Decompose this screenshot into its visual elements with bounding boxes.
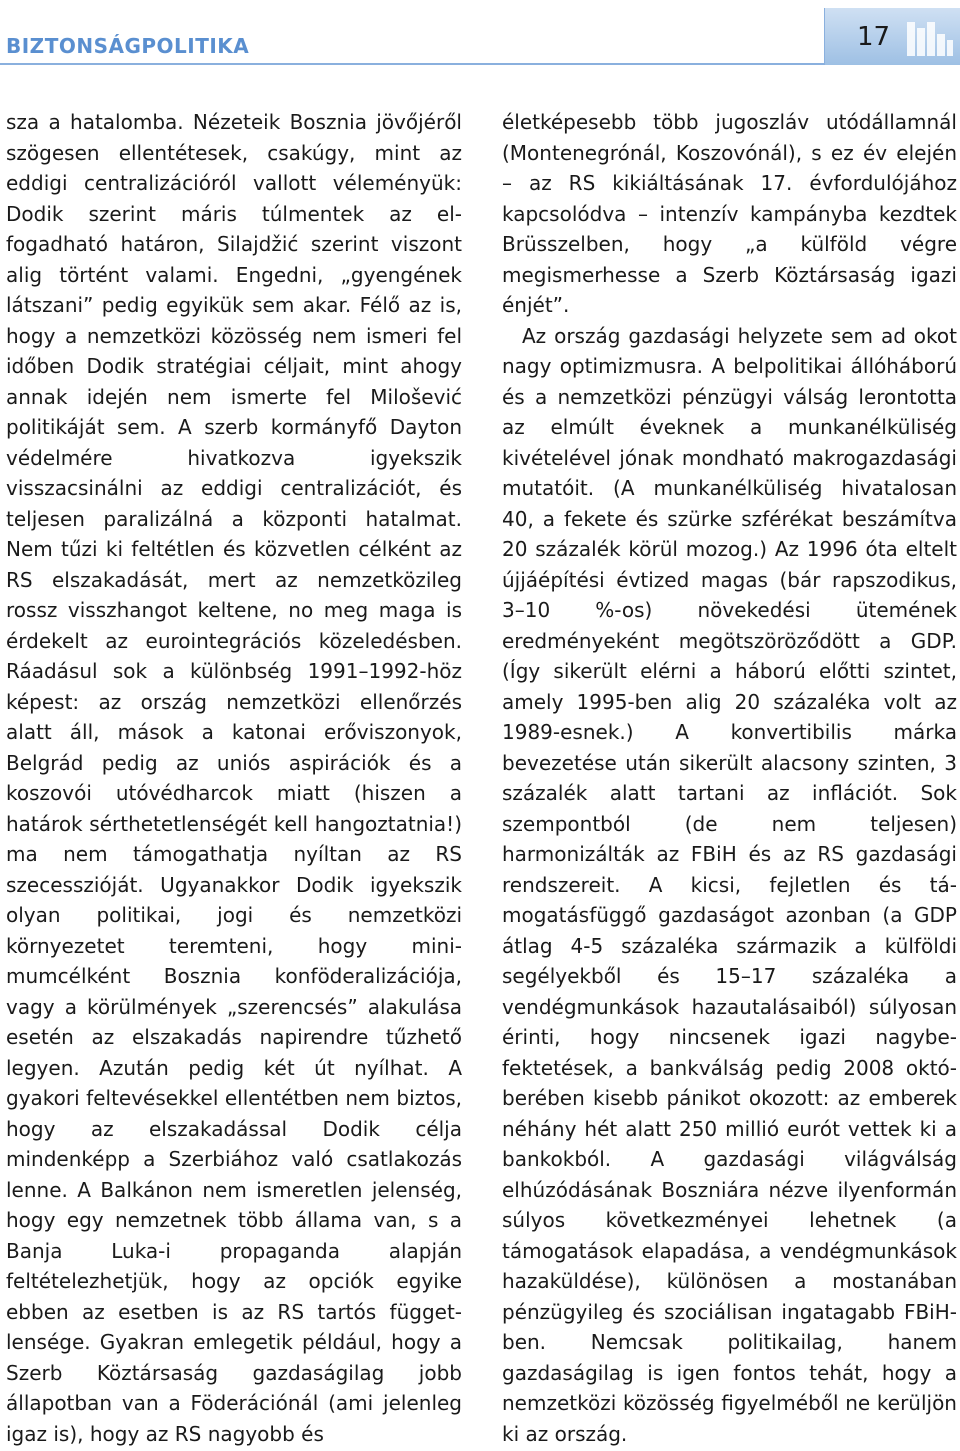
page-header — [0, 0, 960, 66]
article-right-column — [502, 107, 957, 1451]
page-number-box — [824, 8, 960, 65]
paragraph: sza a hatalomba. Nézeteik Bosznia jövőjéről szögesen ellentétesek, csakúgy, mint az eddigi centralizációról vallott véleményük: Dodik szerint máris túlmentek az elfogadható határon, Silajdžić szerint viszont alig történt valami. Engedni, „gyengének látszani” pedig egyikük sem akar. Félő az is, hogy a nemzetközi közösség nem ismeri fel időben Dodik stratégiai céljait, mint ahogy annak idején nem ismerte fel Milošević politikáját sem. A szerb kormányfő Dayton védelmére hivatkozva igyekszik visszacsinálni az eddigi centralizációt, és teljesen paralizálná a központi hatalmat. Nem tűzi ki feltétlen és közvetlen célként az RS elszakadását, mert az nemzetközileg rossz visszhangot keltene, no meg maga is érdekelt az eurointegrációs közeledésben. Ráadásul sok a különbség 1991–1992-höz képest: az ország nemzetközi ellenőrzés alatt áll, mások a katonai erőviszonyok, Belgrád pedig az uniós aspirációk és a koszovói utóvédharcok miatt (hiszen a határok sérthetetlenségét kell hangoztatnia!) ma nem támogathatja nyíltan az RS szecesszióját. Ugyanakkor Dodik igyekszik olyan politikai, jogi és nemzetközi környezetet teremteni, hogy minimumcélként Bosznia konföderalizációja, vagy a körülmények „szerencsés” alakulása esetén az elszakadás napirendre tűzhető legyen. Azután pedig két út nyílhat. A gyakori feltevésekkel ellentétben nem biztos, hogy az elszakadással Dodik célja mindenképp a Szerbiához való csatlakozás lenne. A Balkánon nem ismeretlen jelenség, hogy egy nemzetnek több államа van, s a Banja Luka-i propaganda alapján feltételezhetjük, hogy az opciók egyike ebben az esetben is az RS tartós függetlensége. Gyakran emlegetik például, hogy a Szerb Köztársaság gazdaságilag jobb állapotban van a Föderációnál (ami jelenleg igaz is), hogy az RS nagyobb és — [6, 110, 462, 1446]
header-rule — [0, 63, 824, 65]
page-number: 17 — [857, 22, 891, 52]
paragraph: Az ország gazdasági helyzete sem ad okot nagy optimizmusra. A belpolitikai állóháború és a nemzetközi pénzügyi válság lerontotta az elmúlt éveknek a munkanélküliség kivételével jónak mondható makrogazdasági mutatóit. (A munkanélküliség hivatalosan 40, a fekete és szürke szférékat beszámítva 20 százalék körül mozog.) Az 1996 óta eltelt újjáépítési évtized magas (bár rapszodikus, 3–10 %-os) növekedési ütemének eredményeként megötszöröződött a GDP. (Így sikerült elérni a háború előtti szintet, amely 1995-ben alig 20 százaléka volt az 1989-esnek.) A konvertibilis márka bevezetése után sikerült alacsony szinten, 3 százalék alatt tartani az inflációt. Sok szempontból (de nem teljesen) harmonizálták az FBiH és az RS gazdasági rendszereit. A kicsi, fejletlen és támogatásfüggő gazdaságot azonban (a GDP átlag 4-5 százaléka származik a külföldi segélyekből és 15–17 százaléka a vendégmunkások hazautalásaiból) súlyosan érinti, hogy nincsenek igazi nagybefektetések, a bankválság pedig 2008 októberében kisebb pánikot okozott: az emberek néhány hét alatt 250 millió eurót vettek ki a bankokból. A gazdasági világválság elhúzódásának Boszniára nézve ilyenformán súlyos következményei lehetnek (a támogatások elapadása, a vendégmunkások hazaküldése), különösen a mostanában pénzügyileg és szociálisan ingatagabb FBiH-ben. Nemcsak politikailag, hanem gazdaságilag is igen fontos tehát, hogy a nemzetközi közösség figyelméből ne kerüljön ki az ország. — [502, 323, 957, 1446]
paragraph: életképesebb több jugoszláv utódállamnál (Montenegrónál, Koszovónál), s ez év elején – az RS kikiáltásának 17. évfordulójához kapcsolódva – intenzív kampányba kezdtek Brüsszelben, hogy „a külföld végre megismerhesse a Szerb Köztársaság igazi énjét”. — [502, 110, 957, 317]
nb-logo-icon — [905, 18, 955, 58]
section-title: BIZTONSÁGPOLITIKA — [6, 34, 250, 58]
article-left-column — [6, 107, 462, 1451]
